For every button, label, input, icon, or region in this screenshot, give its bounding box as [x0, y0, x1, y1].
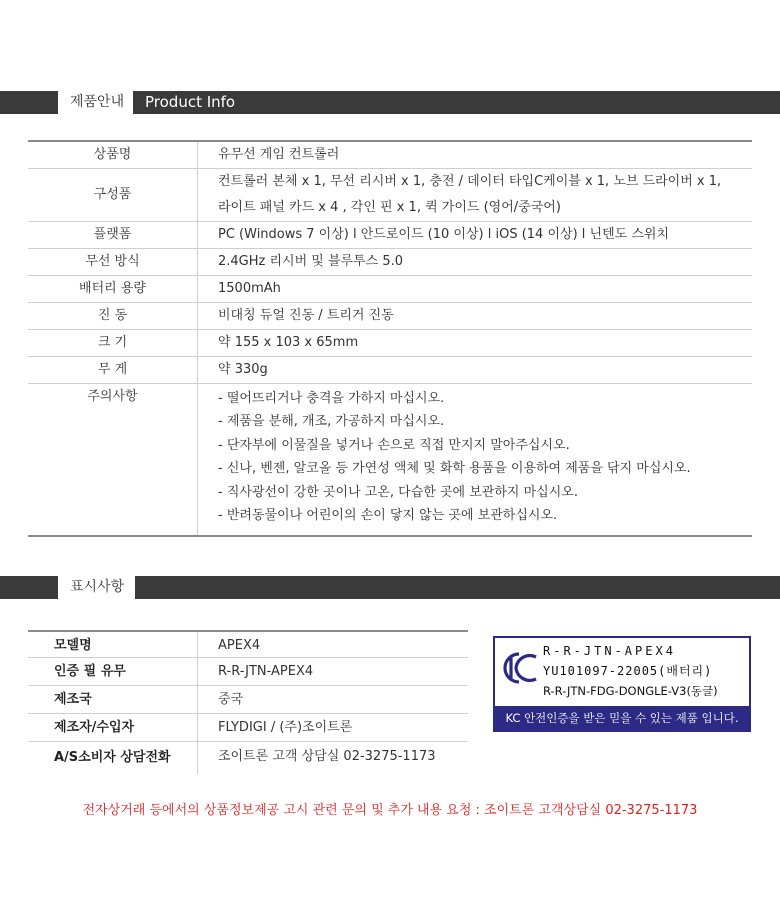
row-label: 상품명: [28, 142, 198, 168]
kc-mark-icon: [503, 648, 543, 688]
row-label: 진 동: [28, 303, 198, 329]
table-row: [28, 384, 752, 537]
table-row: [28, 222, 752, 249]
kc-footer-text: KC 안전인증을 받은 믿을 수 있는 제품 입니다.: [495, 706, 749, 730]
row-value: 중국: [218, 692, 244, 707]
product-info-header: [0, 91, 780, 114]
table-row: [28, 714, 468, 742]
caution-item: - 신나, 벤젠, 알코올 등 가연성 액체 및 화학 용품을 이용하여 제품을 닦지 마십시오.: [218, 461, 691, 477]
row-value: 1500mAh: [218, 281, 281, 296]
row-value: 컨트롤러 본체 x 1, 무선 리시버 x 1, 충전 / 데이터 타입C케이블 x 1, 노브 드라이버 x 1,: [218, 174, 722, 189]
row-label: 무 게: [28, 357, 198, 383]
table-row: [28, 140, 752, 169]
row-value: FLYDIGI / (주)조이트론: [218, 720, 353, 735]
caution-item: - 직사광선이 강한 곳이나 고온, 다습한 곳에 보관하지 마십시오.: [218, 484, 578, 500]
row-label: 플랫폼: [28, 222, 198, 248]
caution-item: - 떨어뜨리거나 충격을 가하지 마십시오.: [218, 391, 445, 406]
table-row: [28, 303, 752, 330]
row-value: 약 155 x 103 x 65mm: [218, 335, 359, 350]
product-info-table: [28, 140, 752, 537]
table-row: [28, 276, 752, 303]
row-label: 배터리 용량: [28, 276, 198, 302]
header-bar-right: [135, 576, 780, 599]
table-row: [28, 630, 468, 658]
row-label: A/S소비자 상담전화: [28, 742, 198, 774]
display-info-table: [28, 630, 468, 774]
kc-cert-number: R-R-JTN-FDG-DONGLE-V3(동글): [543, 684, 718, 698]
row-value: R-R-JTN-APEX4: [218, 664, 314, 679]
row-value: 비대칭 듀얼 진동 / 트리거 진동: [218, 308, 394, 323]
table-row: [28, 357, 752, 384]
caution-item: - 반려동물이나 어린이의 손이 닿지 않는 곳에 보관하십시오.: [218, 507, 558, 523]
kc-certification-box: [493, 636, 751, 732]
kc-cert-number: R-R-JTN-APEX4: [543, 644, 676, 658]
header-bar-left: [0, 576, 58, 599]
table-row: [28, 658, 468, 686]
product-info-title-en: Product Info: [145, 93, 236, 111]
caution-item: - 제품을 분해, 개조, 가공하지 마십시오.: [218, 414, 445, 430]
row-value: PC (Windows 7 이상) l 안드로이드 (10 이상) l iOS (14 이상) l 닌텐도 스위치: [218, 227, 670, 242]
header-bar-left: [0, 91, 58, 114]
row-label: 구성품: [28, 169, 198, 221]
row-value: 조이트론 고객 상담실 02-3275-1173: [218, 749, 436, 764]
table-row: [28, 249, 752, 276]
row-label: 모델명: [28, 632, 198, 657]
caution-item: - 단자부에 이물질을 넣거나 손으로 직접 만지지 말아주십시오.: [218, 437, 570, 453]
display-info-title-ko: 표시사항: [70, 579, 125, 595]
row-label: 무선 방식: [28, 249, 198, 275]
table-row: [28, 686, 468, 714]
table-row: [28, 330, 752, 357]
inquiry-notice: 전자상거래 등에서의 상품정보제공 고시 관련 문의 및 추가 내용 요청 : 조이트론 고객상담실 02-3275-1173: [82, 803, 698, 818]
row-label: 주의사항: [28, 384, 198, 535]
row-label: 크 기: [28, 330, 198, 356]
row-label: 제조자/수입자: [28, 714, 198, 741]
row-label: 제조국: [28, 686, 198, 713]
row-value: 유무선 게임 컨트롤러: [218, 147, 340, 162]
row-label: 인증 필 유무: [28, 658, 198, 685]
row-value: APEX4: [218, 638, 261, 653]
row-value: 2.4GHz 리시버 및 블루투스 5.0: [218, 254, 404, 269]
table-row: [28, 169, 752, 222]
table-row: [28, 742, 468, 774]
row-value: 약 330g: [218, 362, 268, 377]
product-info-title-ko: 제품안내: [70, 94, 125, 110]
row-value: 라이트 패널 카드 x 4 , 각인 핀 x 1, 퀵 가이드 (영어/중국어): [218, 200, 561, 215]
kc-cert-number: YU101097-22005(배터리): [543, 664, 713, 678]
display-info-header: [0, 576, 780, 599]
